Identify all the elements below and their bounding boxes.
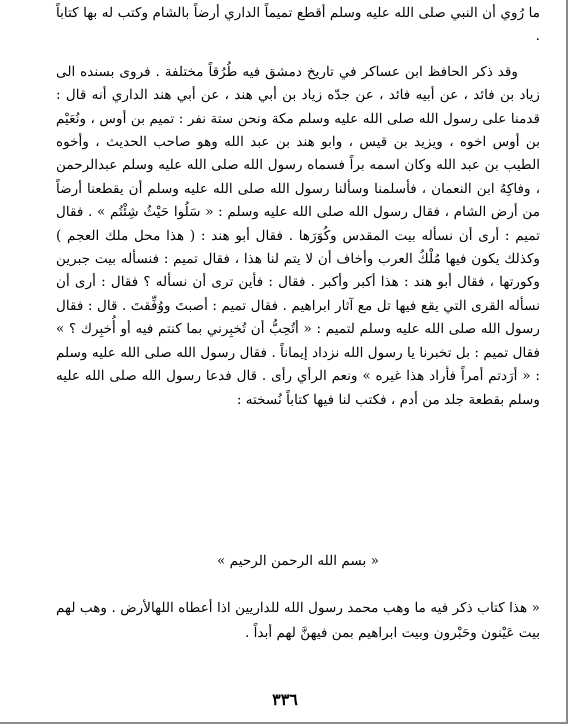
basmala-heading: « بسم الله الرحمن الرحيم » <box>217 553 379 569</box>
page-number: ٣٣٦ <box>272 690 298 709</box>
page-body <box>56 2 540 412</box>
main-paragraph-text: وقد ذكر الحافظ ابن عساكر في تاريخ دمشق فيه طُرُقاً مختلفة . فروى بسنده الى زياد بن فائد ، عن أبيه فائد ، عن جدّه زياد بن أبي هند ، عن أبي هند الداري أنه قال : قدمنا على رسول الله صلى الله عليه وسلم مكة ونحن ستة نفر : تميم بن أوس ، ونُعَيْم بن أوس اخوه ، ويزيد بن قيس ، وابو هند بن عبد الله وهو صاحب الحديث ، وأخوه الطيب بن عبد الله وكان اسمه براً فسماه رسول الله صلى الله عليه وسلم عبدالرحمن ، وفاكِهُ ابن النعمان ، فأسلمنا وسألنا رسول الله صلى الله عليه وسلم أن يقطعنا أرضاً من أرض الشام ، فقال رسول الله صلى الله عليه وسلم : « سَلُوا حَيْثُ شِئْتُم » . فقال تميم : أرى أن نسأله بيت المقدس وكُوَرَها . فقال أبو هند : ( هذا محل ملك العجم ) وكذلك يكون فيها مُلْكُ العرب وأخاف أن لا يتم لنا هذا ، فقال تميم : فنسأله بيت جبرين وكورتها ، فقال أبو هند : هذا أكبر وأكبر . فقال : فأين ترى أن نسأله ؟ فقال : أرى أن نسأله القرى التي يقع فيها تل مع آثار ابراهيم . فقال تميم : أصبتَ ووُفِّقتَ . قال : فقال رسول الله صلى الله عليه وسلم لتميم : « أتُحِبُّ أن تُخبِرني بما كنتم فيه أو أُخبِرك ؟ » فقال تميم : بل تخبرنا يا رسول الله نزداد إيماناً . فقال رسول الله صلى الله عليه وسلم : « أرَدتم أمراً فأراد هذا غيره » ونعم الرأي رأى . قال فدعا رسول الله صلى الله عليه وسلم بقطعة جلد من أدم ، فكتب لنا فيها كتاباً نُسخته : <box>56 63 540 408</box>
opening-paragraph: ما رُوي أن النبي صلى الله عليه وسلم أقطع تميماً الداري أرضاً بالشام وكتب له بها كتاباً . <box>56 5 540 45</box>
letter-text: « هذا كتاب ذكر فيه ما وهب محمد رسول الله للداريين اذا أعطاه اللهالأرض . وهب لهم بيت عَيْنون وحَبْرون وبيت ابراهيم بمن فيهنَّ لهم أبداً . <box>56 600 540 641</box>
main-paragraph <box>56 61 540 412</box>
